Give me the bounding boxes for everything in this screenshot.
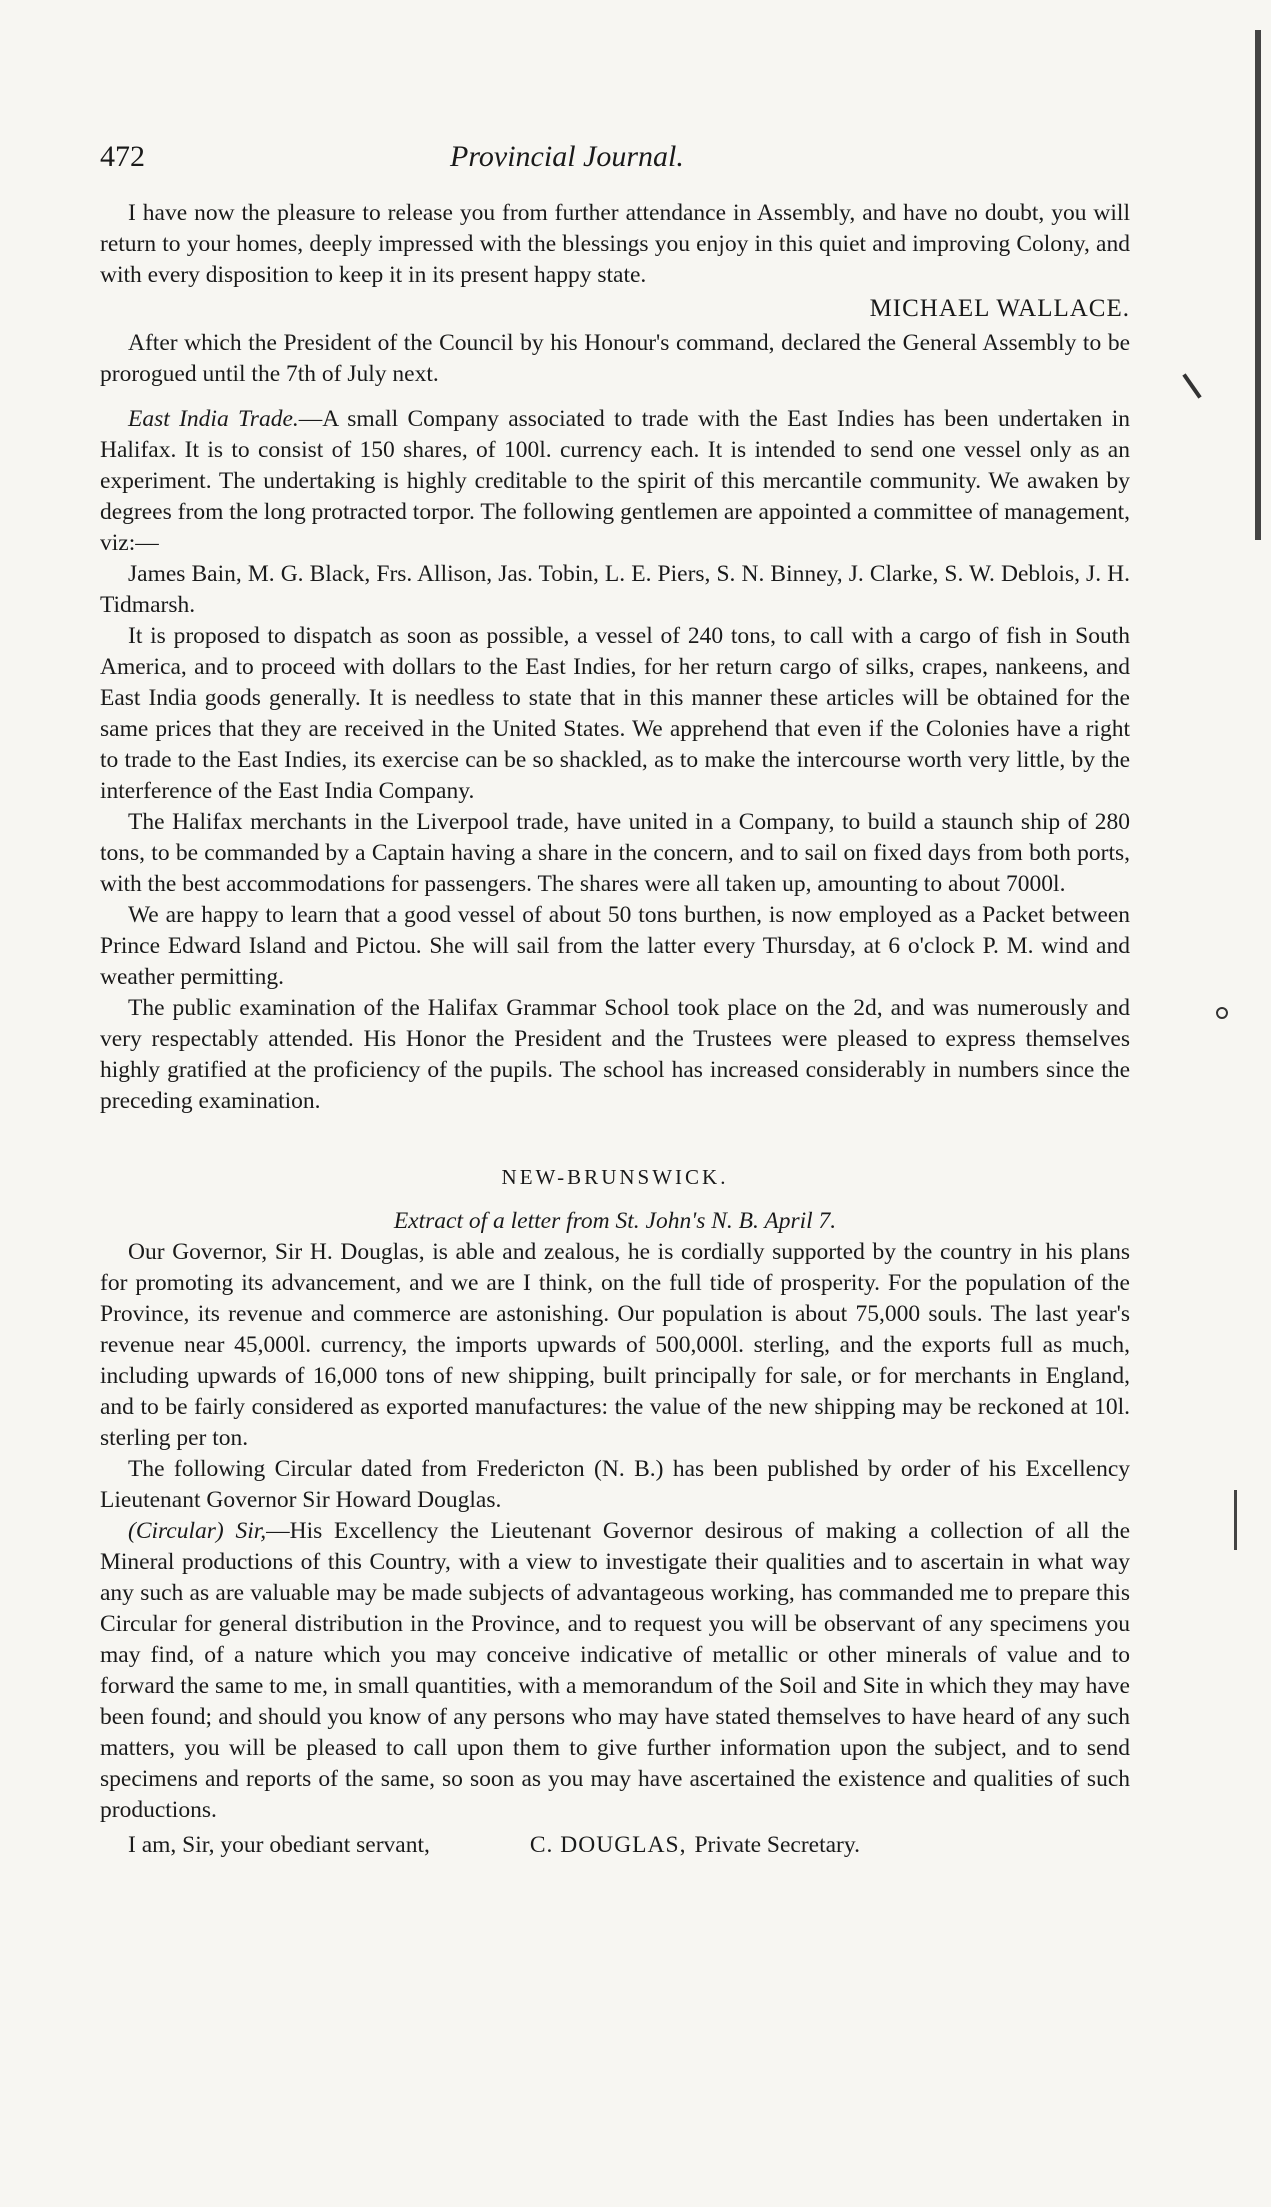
extract-heading: Extract of a letter from St. John's N. B. April 7. — [393, 1208, 837, 1234]
secretary-name: C. DOUGLAS, — [529, 1832, 687, 1858]
page-number: 472 — [100, 140, 145, 173]
circular-label: (Circular) Sir, — [128, 1518, 267, 1544]
circular-paragraph — [100, 1516, 1130, 1826]
section-heading: NEW-BRUNSWICK. — [501, 1165, 729, 1189]
scan-edge-mark — [1255, 30, 1261, 540]
circular-intro: The following Circular dated from Fredericton (N. B.) has been published by order of his Excellency Lieutenant Governor Sir Howard Douglas. — [100, 1456, 1130, 1513]
running-title: Provincial Journal. — [450, 140, 684, 173]
speech-signature: MICHAEL WALLACE. — [869, 295, 1130, 322]
east-india-lead: East India Trade. — [128, 406, 299, 432]
committee-list: James Bain, M. G. Black, Frs. Allison, Jas. Tobin, L. E. Piers, S. N. Binney, J. Clarke, S. W. Deblois, J. H. Tidmarsh. — [100, 561, 1130, 618]
prorogation-notice: After which the President of the Council by his Honour's command, declared the General Assembly to be prorogued until the 7th of July next. — [100, 330, 1130, 387]
east-india-paragraph — [100, 404, 1130, 559]
east-india-voyage: It is proposed to dispatch as soon as possible, a vessel of 240 tons, to call with a cargo of fish in South America, and to proceed with dollars to the East Indies, for her return cargo of silks, crapes, nankeens, and East India goods generally. It is needless to state that in this manner these articles will be obtained for the same prices that they are received in the United States. We apprehend that even if the Colonies have a right to trade to the East Indies, its exercise can be so shackled, as to make the intercourse worth very little, by the interference of the East India Company. — [100, 623, 1130, 804]
east-india-text: —A small Company associated to trade with the East Indies has been undertaken in Halifax. It is to consist of 150 shares, of 100l. currency each. It is intended to send one vessel only as an experiment. The undertaking is highly creditable to the spirit of this mercantile community. We awaken by degrees from the long protracted torpor. The following gentlemen are appointed a committee of management, viz:— — [100, 406, 1131, 556]
page-header — [100, 140, 1130, 188]
journal-page — [100, 140, 1130, 1861]
letter-text: Our Governor, Sir H. Douglas, is able and zealous, he is cordially supported by the country in his plans for promoting its advancement, and we are I think, on the full tide of prosperity. For the population of the Province, its revenue and commerce are astonishing. Our population is about 75,000 souls. The last year's revenue near 45,000l. currency, the imports upwards of 500,000l. sterling, and the exports full as much, including upwards of 16,000 tons of new shipping, built principally for sale, or for merchants in England, and to be fairly considered as exported manufactures: the value of the new shipping may be reckoned at 10l. sterling per ton. — [100, 1239, 1130, 1451]
grammar-school-notice: The public examination of the Halifax Grammar School took place on the 2d, and was numerously and very respectably attended. His Honor the President and the Trustees were pleased to express themselves highly gratified at the proficiency of the pupils. The school has increased considerably in numbers since the preceding examination. — [100, 995, 1130, 1114]
ink-blot — [1216, 1007, 1228, 1019]
secretary-title: Private Secretary. — [694, 1832, 860, 1858]
speech-closing: I have now the pleasure to release you from further attendance in Assembly, and have no doubt, you will return to your homes, deeply impressed with the blessings you enjoy in this quiet and improving Colony, and with every disposition to keep it in its present happy state. — [100, 200, 1130, 288]
closing-salutation: I am, Sir, your obediant servant, — [128, 1832, 430, 1858]
liverpool-company: The Halifax merchants in the Liverpool trade, have united in a Company, to build a staunch ship of 280 tons, to be commanded by a Captain having a share in the concern, and to sail on fixed days from both ports, with the best accommodations for passengers. The shares were all taken up, amounting to about 7000l. — [100, 809, 1130, 897]
closing-line — [100, 1830, 1130, 1861]
ink-mark — [1234, 1490, 1237, 1550]
ink-mark — [1182, 373, 1201, 398]
circular-body: —His Excellency the Lieutenant Governor desirous of making a collection of all the Mineral productions of this Country, with a view to investigate their qualities and to ascertain in what way any such as are valuable may be made subjects of advantageous working, has commanded me to prepare this Circular for general distribution in the Province, and to request you will be observant of any specimens you may find, of a nature which you may conceive indicative of metallic or other minerals of value and to forward the same to me, in small quantities, with a memorandum of the Soil and Site in which they may have been found; and should you know of any persons who may have stated themselves to have heard of any such matters, you will be pleased to call upon them to give further information upon the subject, and to send specimens and reports of the same, so soon as you may have ascertained the existence and qualities of such productions. — [100, 1518, 1130, 1823]
packet-notice: We are happy to learn that a good vessel of about 50 tons burthen, is now employed as a Packet between Prince Edward Island and Pictou. She will sail from the latter every Thursday, at 6 o'clock P. M. wind and weather permitting. — [100, 902, 1130, 990]
